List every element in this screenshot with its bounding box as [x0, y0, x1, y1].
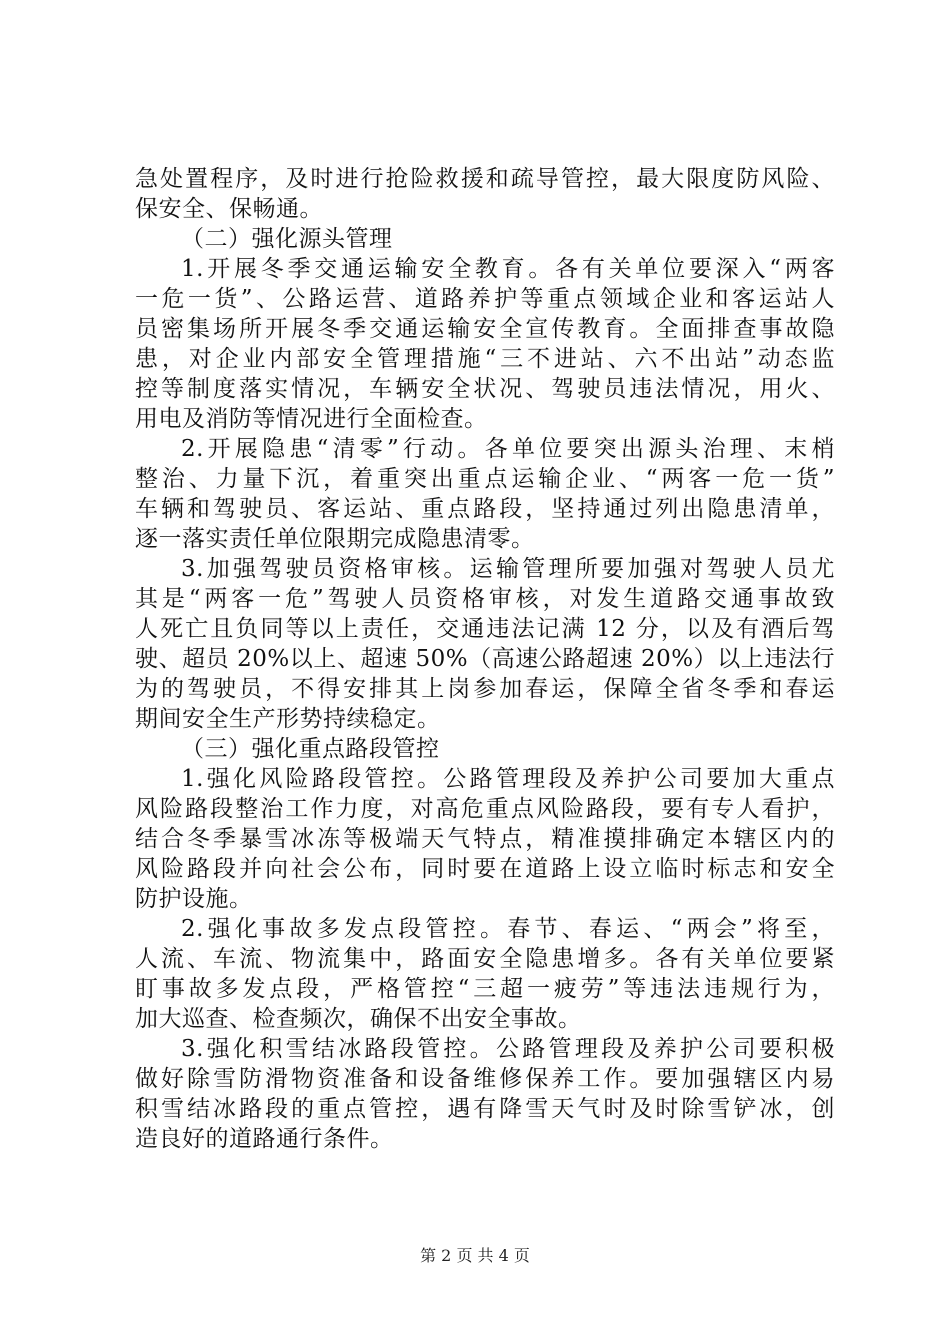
text-line: 其是“两客一危”驾驶人员资格审核，对发生道路交通事故致	[135, 586, 835, 612]
text-line: 防护设施。	[135, 886, 253, 912]
text-line: （三）强化重点路段管控	[181, 736, 440, 762]
text-line: 1.开展冬季交通运输安全教育。各有关单位要深入“两客	[181, 256, 835, 282]
text-line: 结合冬季暴雪冰冻等极端天气特点，精准摸排确定本辖区内的	[135, 826, 835, 852]
text-line: 逐一落实责任单位限期完成隐患清零。	[135, 526, 535, 552]
text-line: 1.强化风险路段管控。公路管理段及养护公司要加大重点	[181, 766, 835, 792]
text-line: 控等制度落实情况，车辆安全状况、驾驶员违法情况，用火、	[135, 376, 835, 402]
text-line: 驶、超员 20%以上、超速 50%（高速公路超速 20%）以上违法行	[135, 646, 835, 672]
text-line: 为的驾驶员，不得安排其上岗参加春运，保障全省冬季和春运	[135, 676, 835, 702]
text-line: 用电及消防等情况进行全面检查。	[135, 406, 488, 432]
text-line: 3.加强驾驶员资格审核。运输管理所要加强对驾驶人员尤	[181, 556, 835, 582]
text-line: 车辆和驾驶员、客运站、重点路段，坚持通过列出隐患清单，	[135, 496, 835, 522]
text-line: 风险路段并向社会公布，同时要在道路上设立临时标志和安全	[135, 856, 835, 882]
text-line: 盯事故多发点段，严格管控“三超一疲劳”等违法违规行为，	[135, 976, 835, 1002]
text-line: 人流、车流、物流集中，路面安全隐患增多。各有关单位要紧	[135, 946, 835, 972]
text-line: 患，对企业内部安全管理措施“三不进站、六不出站”动态监	[135, 346, 835, 372]
text-line: 积雪结冰路段的重点管控，遇有降雪天气时及时除雪铲冰，创	[135, 1096, 835, 1122]
text-line: 加大巡查、检查频次，确保不出安全事故。	[135, 1006, 582, 1032]
text-line: 风险路段整治工作力度，对高危重点风险路段，要有专人看护，	[135, 796, 835, 822]
document-body	[135, 164, 835, 1154]
text-line: 期间安全生产形势持续稳定。	[135, 706, 441, 732]
text-line: 造良好的道路通行条件。	[135, 1126, 394, 1152]
text-line: 人死亡且负同等以上责任，交通违法记满 12 分，以及有酒后驾	[135, 616, 835, 642]
page-footer: 第 2 页 共 4 页	[420, 1246, 530, 1265]
text-line: 2.强化事故多发点段管控。春节、春运、“两会”将至，	[181, 916, 835, 942]
text-line: 一危一货”、公路运营、道路养护等重点领域企业和客运站人	[135, 286, 835, 312]
text-line: 员密集场所开展冬季交通运输安全宣传教育。全面排查事故隐	[135, 316, 835, 342]
text-line: 整治、力量下沉，着重突出重点运输企业、“两客一危一货”	[135, 466, 835, 492]
text-line: 2.开展隐患“清零”行动。各单位要突出源头治理、末梢	[181, 436, 835, 462]
text-line: 3.强化积雪结冰路段管控。公路管理段及养护公司要积极	[181, 1036, 835, 1062]
text-line: （二）强化源头管理	[181, 226, 393, 252]
text-line: 保安全、保畅通。	[135, 196, 323, 222]
text-line: 急处置程序，及时进行抢险救援和疏导管控，最大限度防风险、	[135, 166, 835, 192]
text-line: 做好除雪防滑物资准备和设备维修保养工作。要加强辖区内易	[135, 1066, 835, 1092]
